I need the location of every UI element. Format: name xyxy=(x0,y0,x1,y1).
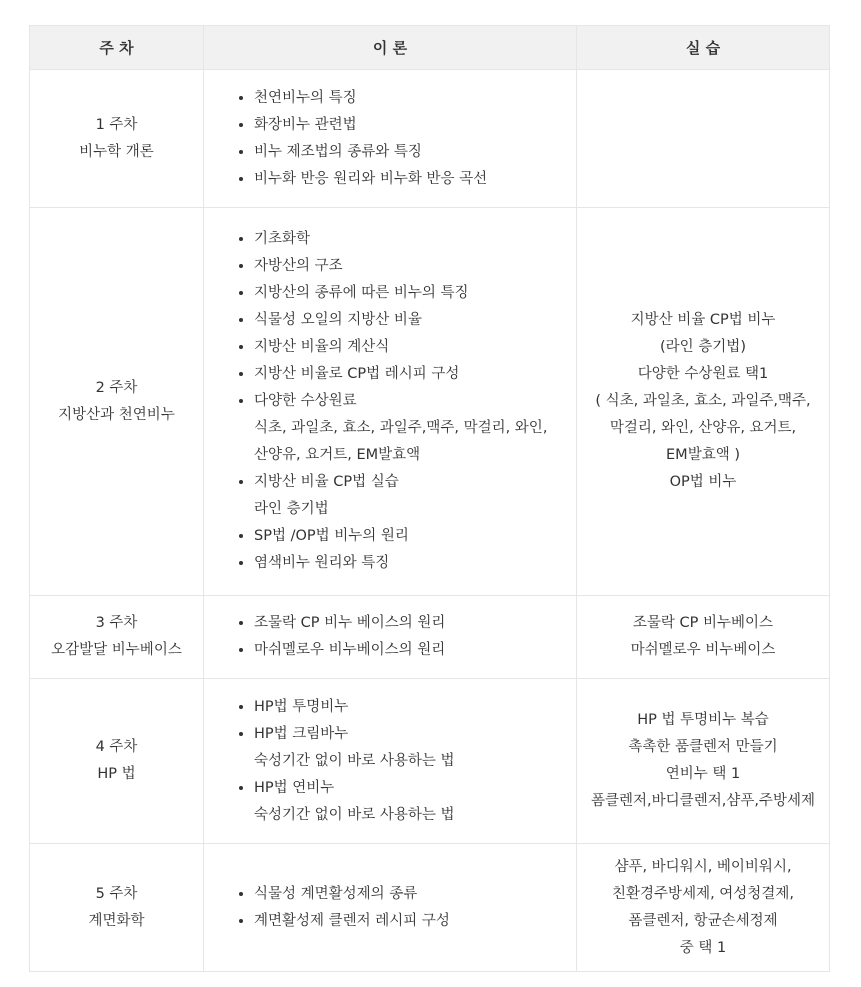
practice-line: 촉촉한 품클렌저 만들기 xyxy=(628,739,778,755)
table-header-row xyxy=(30,26,830,70)
week-number: 1 주차 xyxy=(95,116,138,133)
week-title: HP 법 xyxy=(97,766,136,782)
theory-list xyxy=(234,694,566,829)
practice-line: HP 법 투명비누 복습 xyxy=(637,712,769,728)
list-item-sub: 숙성기간 없이 바로 사용하는 법 xyxy=(254,806,455,823)
week-number: 4 주차 xyxy=(95,739,138,755)
practice-cell xyxy=(577,70,830,208)
list-item: • 염색비누 원리와 특징 xyxy=(254,550,566,577)
list-item: • 마쉬멜로우 비누베이스의 원리 xyxy=(254,637,566,664)
list-item: • 화장비누 관련법 xyxy=(254,112,566,139)
theory-list xyxy=(234,610,566,664)
table-row xyxy=(30,844,830,972)
list-item: • 식물성 계면활성제의 종류 xyxy=(254,881,566,908)
practice-line: 폼클렌저,바디클렌저,샴푸,주방세제 xyxy=(591,793,815,809)
week-number: 5 주차 xyxy=(95,885,138,902)
theory-cell xyxy=(204,208,577,596)
practice-line: 조물락 CP 비누베이스 xyxy=(632,615,774,631)
practice-line: 폼클렌저, 항균손세정제 xyxy=(628,912,778,929)
week-cell xyxy=(30,208,204,596)
list-item-sub: 숙성기간 없이 바로 사용하는 법 xyxy=(254,752,455,769)
list-item-sub: 산양유, 요거트, EM발효액 xyxy=(254,447,421,463)
list-item: • 식물성 오일의 지방산 비율 xyxy=(254,307,566,334)
list-item: • SP법 /OP법 비누의 원리 xyxy=(254,523,566,550)
week-cell xyxy=(30,679,204,844)
list-item: • 지방산 비율 CP법 실습 라인 층기법 xyxy=(254,469,566,523)
practice-line: 다양한 수상원료 택1 xyxy=(637,366,769,382)
curriculum-table-wrapper xyxy=(29,25,829,972)
theory-cell xyxy=(204,596,577,679)
practice-line: 마쉬멜로우 비누베이스 xyxy=(630,642,776,658)
theory-list xyxy=(234,85,566,193)
table-row xyxy=(30,208,830,596)
header-week: 주 차 xyxy=(30,26,204,70)
curriculum-table xyxy=(29,25,830,972)
theory-list xyxy=(234,226,566,577)
list-item: • 기초화학 xyxy=(254,226,566,253)
list-item: • 지방산의 종류에 따른 비누의 특징 xyxy=(254,280,566,307)
list-item: • 지방산 비율의 계산식 xyxy=(254,334,566,361)
list-item: • 다양한 수상원료 식초, 과일초, 효소, 과일주,맥주, 막걸리, 와인, 산양유, 요거트, EM발효액 xyxy=(254,388,566,469)
header-practice: 실 습 xyxy=(577,26,830,70)
list-item: • 비누화 반응 원리와 비누화 반응 곡선 xyxy=(254,166,566,193)
list-item: • HP법 투명비누 xyxy=(254,694,566,721)
list-item: • 지방산 비율로 CP법 레시피 구성 xyxy=(254,361,566,388)
week-number: 3 주차 xyxy=(95,615,138,631)
table-row xyxy=(30,596,830,679)
list-item: • 계면활성제 클렌저 레시피 구성 xyxy=(254,908,566,935)
list-item-sub: 식초, 과일초, 효소, 과일주,맥주, 막걸리, 와인, xyxy=(254,420,548,436)
list-item: • HP법 크림바누 숙성기간 없이 바로 사용하는 법 xyxy=(254,721,566,775)
header-theory: 이 론 xyxy=(204,26,577,70)
week-title: 비누학 개론 xyxy=(79,143,154,160)
theory-list xyxy=(234,881,566,935)
week-title: 계면화학 xyxy=(88,912,145,929)
practice-line: ( 식초, 과일초, 효소, 과일주,맥주, xyxy=(595,393,811,409)
table-row xyxy=(30,70,830,208)
week-cell xyxy=(30,70,204,208)
table-row xyxy=(30,679,830,844)
practice-cell xyxy=(577,208,830,596)
theory-cell xyxy=(204,70,577,208)
practice-line: 연비누 택 1 xyxy=(665,766,741,782)
practice-line: 샴푸, 바디워시, 베이비워시, xyxy=(614,858,792,875)
list-item-sub: 라인 층기법 xyxy=(254,501,329,517)
list-item: • 비누 제조법의 종류와 특징 xyxy=(254,139,566,166)
list-item: • 조물락 CP 비누 베이스의 원리 xyxy=(254,610,566,637)
week-title: 오감발달 비누베이스 xyxy=(51,642,182,658)
list-item: • 자방산의 구조 xyxy=(254,253,566,280)
practice-line: OP법 비누 xyxy=(669,474,737,490)
list-item: • HP법 연비누 숙성기간 없이 바로 사용하는 법 xyxy=(254,775,566,829)
practice-line: 친환경주방세제, 여성청결제, xyxy=(612,885,794,902)
theory-cell xyxy=(204,679,577,844)
practice-cell xyxy=(577,596,830,679)
week-title: 지방산과 천연비누 xyxy=(58,406,175,423)
practice-cell xyxy=(577,679,830,844)
practice-cell xyxy=(577,844,830,972)
practice-line: EM발효액 ) xyxy=(666,447,740,463)
week-cell xyxy=(30,844,204,972)
practice-line: (라인 층기법) xyxy=(660,339,746,355)
week-cell xyxy=(30,596,204,679)
practice-line: 지방산 비율 CP법 비누 xyxy=(630,312,776,328)
practice-line: 중 택 1 xyxy=(679,939,727,956)
week-number: 2 주차 xyxy=(95,379,138,396)
practice-line: 막걸리, 와인, 산양유, 요거트, xyxy=(609,420,797,436)
theory-cell xyxy=(204,844,577,972)
list-item: • 천연비누의 특징 xyxy=(254,85,566,112)
